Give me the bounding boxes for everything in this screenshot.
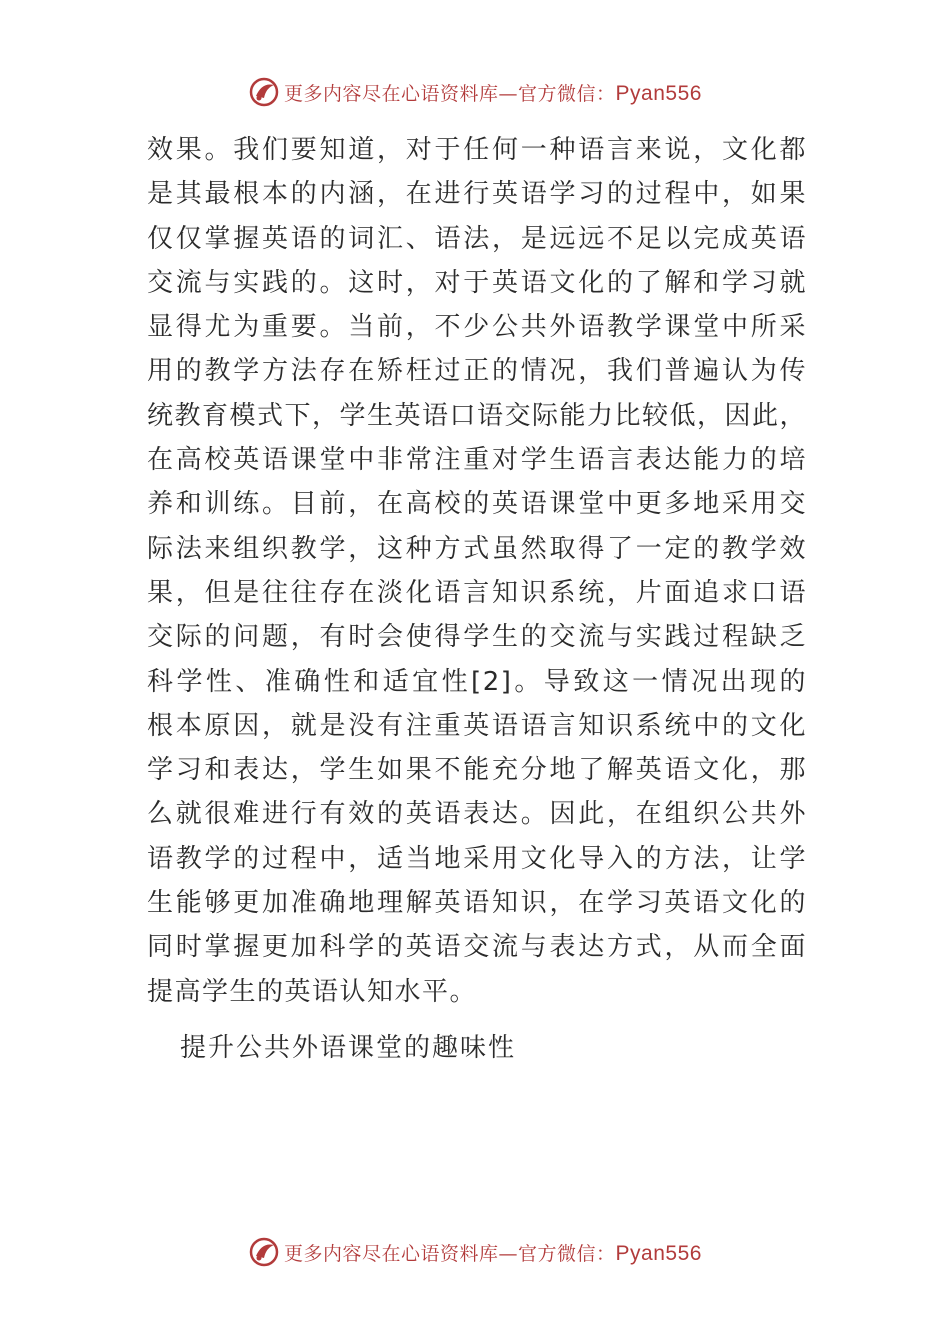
paragraph-line: 同时掌握更加科学的英语交流与表达方式，从而全面 xyxy=(147,932,807,963)
wechat-id: Pyan556 xyxy=(615,81,702,105)
paragraph-line: 学习和表达，学生如果不能充分地了解英语文化，那 xyxy=(147,755,807,786)
header-watermark xyxy=(0,72,950,112)
paragraph-line: 科学性、准确性和适宜性[2]。导致这一情况出现的 xyxy=(147,666,807,697)
logo-icon xyxy=(248,1236,280,1268)
paragraph-line: 效果。我们要知道，对于任何一种语言来说，文化都 xyxy=(147,135,807,165)
section-heading: 提升公共外语课堂的趣味性 xyxy=(180,1033,517,1063)
paragraph-line: 提高学生的英语认知水平。 xyxy=(147,976,478,1007)
paragraph-line: 仅仅掌握英语的词汇、语法，是远远不足以完成英语 xyxy=(147,223,807,254)
paragraph-line: 际法来组织教学，这种方式虽然取得了一定的教学效 xyxy=(147,533,807,564)
body-paragraph xyxy=(147,128,807,1014)
watermark-text: 更多内容尽在心语资料库—官方微信：Pyan556 xyxy=(284,81,702,105)
paragraph-line: 用的教学方法存在矫枉过正的情况，我们普遍认为传 xyxy=(147,356,807,387)
paragraph-line: 生能够更加准确地理解英语知识，在学习英语文化的 xyxy=(147,888,807,919)
paragraph-line: 语教学的过程中，适当地采用文化导入的方法，让学 xyxy=(147,843,807,874)
paragraph-line: 么就很难进行有效的英语表达。因此，在组织公共外 xyxy=(147,799,807,830)
paragraph-line: 果，但是往往存在淡化语言知识系统，片面追求口语 xyxy=(147,577,807,608)
paragraph-line: 统教育模式下，学生英语口语交际能力比较低，因此， xyxy=(147,400,807,431)
paragraph-line: 养和训练。目前，在高校的英语课堂中更多地采用交 xyxy=(147,489,807,520)
paragraph-line: 交际的问题，有时会使得学生的交流与实践过程缺乏 xyxy=(147,622,807,653)
wechat-id: Pyan556 xyxy=(615,1241,702,1265)
paragraph-line: 根本原因，就是没有注重英语语言知识系统中的文化 xyxy=(147,710,807,741)
watermark-text: 更多内容尽在心语资料库—官方微信：Pyan556 xyxy=(284,1241,702,1265)
paragraph-line: 交流与实践的。这时，对于英语文化的了解和学习就 xyxy=(147,267,807,298)
paragraph-line: 在高校英语课堂中非常注重对学生语言表达能力的培 xyxy=(147,445,807,476)
paragraph-line: 是其最根本的内涵，在进行英语学习的过程中，如果 xyxy=(147,179,807,210)
paragraph-line: 显得尤为重要。当前，不少公共外语教学课堂中所采 xyxy=(147,312,807,343)
footer-watermark xyxy=(0,1232,950,1272)
logo-icon xyxy=(248,76,280,108)
